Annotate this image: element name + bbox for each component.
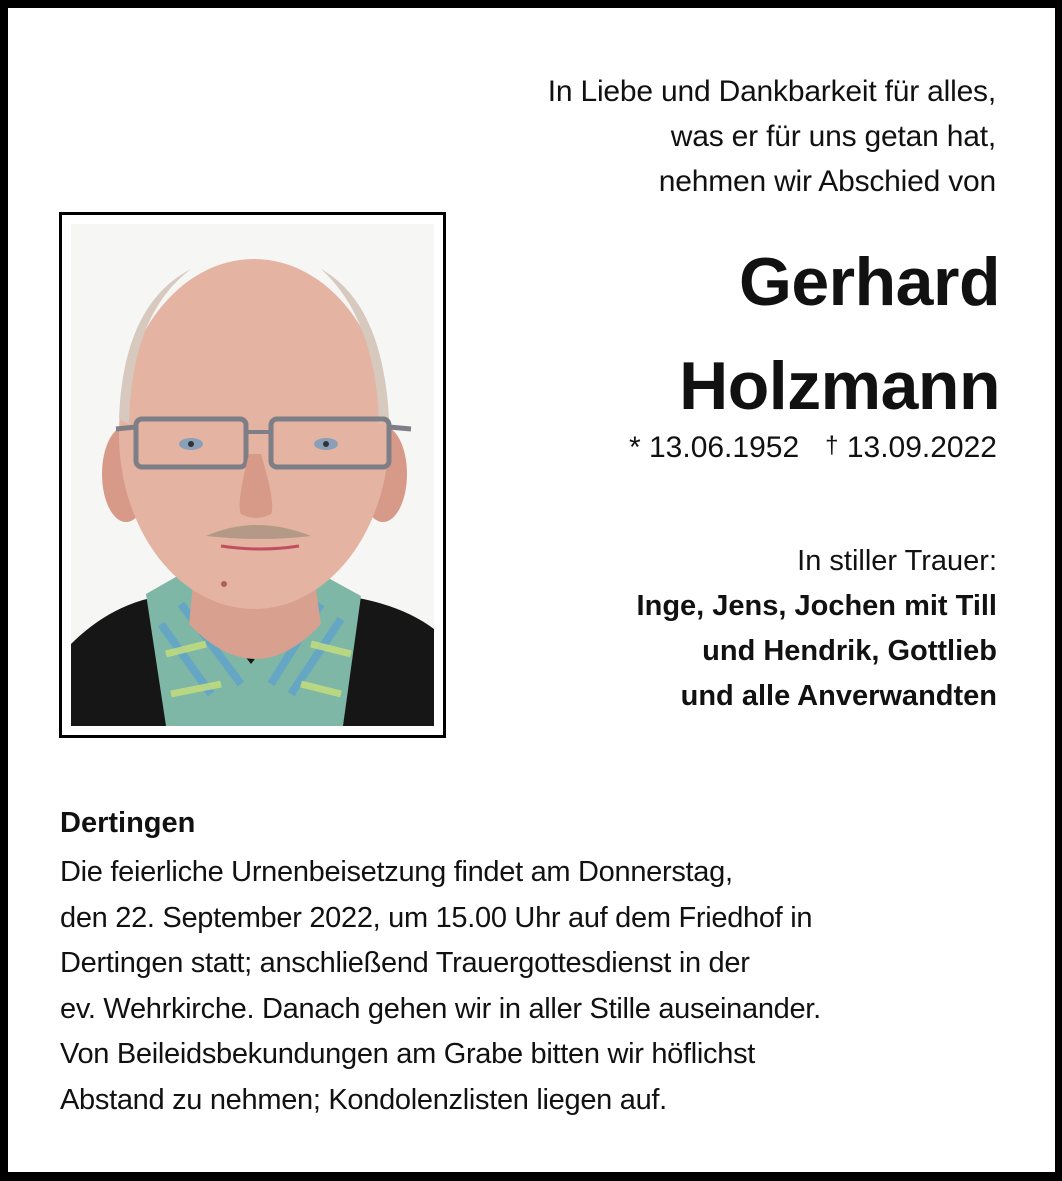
obituary-notice xyxy=(8,8,1055,1172)
announcement-line: Von Beileidsbekundungen am Grabe bitten wir höflichst xyxy=(60,1038,756,1070)
announcement-line: Abstand zu nehmen; Kondolenzlisten liegen auf. xyxy=(60,1083,667,1116)
intro-line: In Liebe und Dankbarkeit für alles, xyxy=(547,75,996,108)
deceased-name xyxy=(679,230,1000,438)
announcement-line: Dertingen statt; anschließend Trauergottesdienst in der xyxy=(60,947,750,979)
photo-frame xyxy=(59,212,446,738)
intro-text xyxy=(548,69,996,204)
announcement-line: den 22. September 2022, um 15.00 Uhr auf dem Friedhof in xyxy=(60,901,813,934)
mourners-lead: In stiller Trauer: xyxy=(797,545,997,577)
service-announcement xyxy=(60,850,821,1123)
birth-date: 13.06.1952 xyxy=(648,431,800,464)
announcement-line: ev. Wehrkirche. Danach gehen wir in aller Stille auseinander. xyxy=(60,992,821,1025)
place-heading: Dertingen xyxy=(60,807,196,839)
death-date: 13.09.2022 xyxy=(846,431,997,464)
last-name: Holzmann xyxy=(679,348,1000,424)
intro-line: nehmen wir Abschied von xyxy=(658,165,996,198)
mourner-names-line: Inge, Jens, Jochen mit Till xyxy=(636,590,997,622)
mourner-names-line: und alle Anverwandten xyxy=(680,680,997,712)
dagger-icon: † xyxy=(825,432,839,459)
mourner-names-line: und Hendrik, Gottlieb xyxy=(702,635,997,667)
first-name: Gerhard xyxy=(738,244,1000,320)
intro-line: was er für uns getan hat, xyxy=(670,120,996,153)
mourners-block xyxy=(637,539,997,719)
life-dates xyxy=(629,426,997,468)
birth-symbol: * xyxy=(628,431,641,464)
portrait-photo xyxy=(71,224,434,726)
announcement-line: Die feierliche Urnenbeisetzung findet am Donnerstag, xyxy=(60,856,733,888)
portrait-image-icon xyxy=(71,224,434,726)
